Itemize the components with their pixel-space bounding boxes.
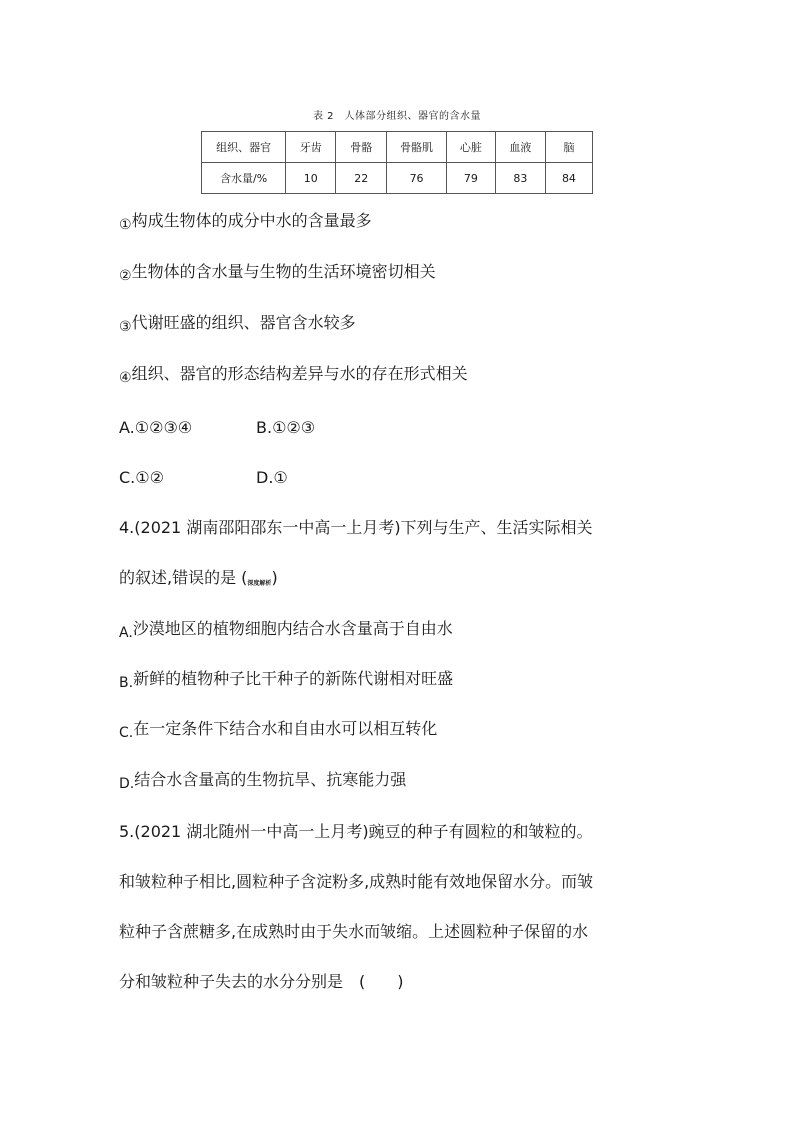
deep-analysis-tag: 深度解析 <box>247 580 272 587</box>
water-content-table <box>201 131 593 194</box>
table-cell: 含水量/% <box>202 163 286 194</box>
q5-stem-line1: 5.(2021 湖北随州一中高一上月考)豌豆的种子有圆粒的和皱粒的。 <box>119 822 593 841</box>
table-cell: 22 <box>336 163 387 194</box>
table-header-cell: 牙齿 <box>286 132 336 163</box>
option-text: 在一定条件下结合水和自由水可以相互转化 <box>133 719 438 738</box>
q5-stem-line4: 分和皱粒种子失去的水分分别是 ( ) <box>119 972 404 991</box>
table-cell: 84 <box>545 163 592 194</box>
statement-marker: ④ <box>119 370 132 386</box>
q3-option-d: D.① <box>256 468 288 487</box>
table-header-cell: 脑 <box>545 132 592 163</box>
table-row <box>202 163 593 194</box>
table-cell: 79 <box>446 163 495 194</box>
table-header-cell: 心脏 <box>446 132 495 163</box>
statement-4 <box>119 363 468 386</box>
q4-stem-line1: 4.(2021 湖南邵阳邵东一中高一上月考)下列与生产、生活实际相关 <box>119 518 593 537</box>
q5-stem-line3: 粒种子含蔗糖多,在成熟时由于失水而皱缩。上述圆粒种子保留的水 <box>119 922 589 941</box>
table-header-cell: 骨骼 <box>336 132 387 163</box>
statement-marker: ② <box>119 268 132 284</box>
q4-stem-text: 的叙述,错误的是 ( <box>119 568 248 587</box>
option-letter: B. <box>119 675 134 691</box>
q4-option-a <box>119 618 453 641</box>
table-cell: 10 <box>286 163 336 194</box>
option-text: 新鲜的植物种子比干种子的新陈代谢相对旺盛 <box>133 669 454 688</box>
statement-text: 代谢旺盛的组织、器官含水较多 <box>131 313 356 332</box>
q5-stem-line2: 和皱粒种子相比,圆粒种子含淀粉多,成熟时能有效地保留水分。而皱 <box>119 872 594 891</box>
option-letter: A. <box>119 625 133 641</box>
statement-text: 生物体的含水量与生物的生活环境密切相关 <box>131 262 436 281</box>
q3-option-c: C.①② <box>119 468 164 487</box>
option-text: 沙漠地区的植物细胞内结合水含量高于自由水 <box>132 619 453 638</box>
option-text: 结合水含量高的生物抗旱、抗寒能力强 <box>134 770 407 789</box>
statement-text: 组织、器官的形态结构差异与水的存在形式相关 <box>131 364 468 383</box>
statement-1 <box>119 210 372 233</box>
statement-3 <box>119 312 356 335</box>
q3-option-b: B.①②③ <box>256 418 316 437</box>
statement-marker: ③ <box>119 319 132 335</box>
table-header-cell: 血液 <box>495 132 545 163</box>
table-caption: 表 2 人体部分组织、器官的含水量 <box>312 111 482 122</box>
table-header-cell: 组织、器官 <box>202 132 286 163</box>
table-cell: 76 <box>387 163 447 194</box>
statement-text: 构成生物体的成分中水的含量最多 <box>131 211 372 230</box>
table-cell: 83 <box>495 163 545 194</box>
q3-option-a: A.①②③④ <box>119 418 193 437</box>
option-letter: D. <box>119 776 135 792</box>
q4-option-d <box>119 769 406 792</box>
statement-marker: ① <box>119 217 132 233</box>
q4-stem-line2 <box>119 567 278 593</box>
table-header-row <box>202 132 593 163</box>
q4-stem-close: ) <box>271 568 278 587</box>
q4-option-c <box>119 718 437 741</box>
q4-option-b <box>119 668 453 691</box>
statement-2 <box>119 261 436 284</box>
option-letter: C. <box>119 725 134 741</box>
table-header-cell: 骨骼肌 <box>387 132 447 163</box>
